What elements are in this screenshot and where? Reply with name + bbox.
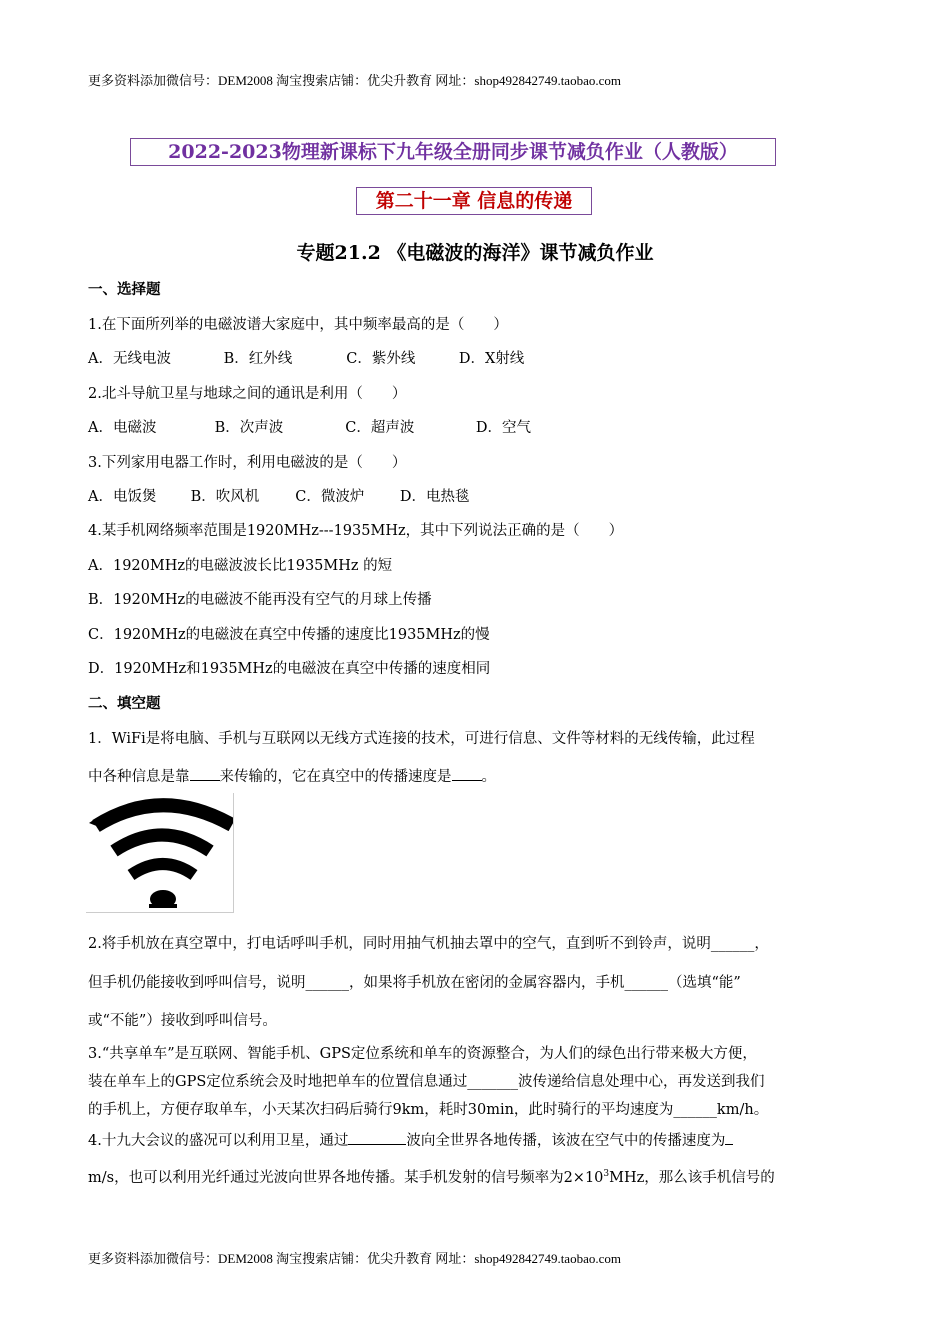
f2-line2: 但手机仍能接收到呼叫信号，说明______，如果将手机放在密闭的金属容器内，手机______（选填“能”: [88, 975, 741, 991]
topic-title: 专题21.2 《电磁波的海洋》课节减负作业: [296, 242, 654, 264]
f1-blank-1[interactable]: [190, 766, 220, 782]
f4-blank-1[interactable]: [348, 1130, 406, 1146]
q2-options: [88, 416, 531, 437]
f1-blank-2[interactable]: [452, 766, 482, 782]
q4-option-c: C．1920MHz的电磁波在真空中传播的速度比1935MHz的慢: [88, 627, 490, 643]
q2-option-b: B．次声波: [214, 420, 284, 436]
q1-option-a: A．无线电波: [88, 351, 171, 367]
q3-option-c: C．微波炉: [295, 489, 365, 505]
q3-stem: 3.下列家用电器工作时，利用电磁波的是（ ）: [88, 455, 407, 471]
q4-stem: 4.某手机网络频率范围是1920MHz---1935MHz，其中下列说法正确的是（ ）: [88, 523, 624, 539]
f2-line1: 2.将手机放在真空罩中，打电话呼叫手机，同时用抽气机抽去罩中的空气，直到听不到铃声，说明______，: [88, 936, 769, 952]
q1-options: [88, 347, 524, 368]
q3-option-d: D．电热毯: [399, 489, 470, 505]
page-footer: 更多资料添加微信号：DEM2008 淘宝搜索店铺：优尖升教育 网址：shop492842749.taobao.com: [88, 1251, 621, 1266]
q3-options: [88, 485, 469, 506]
q1-option-d: D．X射线: [458, 351, 525, 367]
chapter-title: 第二十一章 信息的传递: [356, 187, 592, 215]
f4-line2: [88, 1166, 775, 1187]
q3-option-a: A．电饭煲: [88, 489, 157, 505]
q3-option-b: B．吹风机: [190, 489, 260, 505]
f3-line3: 的手机上，方便存取单车，小天某次扫码后骑行9km，耗时30min，此时骑行的平均速度为______km/h。: [88, 1102, 769, 1118]
section-fill: 二、填空题: [88, 696, 161, 712]
f3-line1: 3.“共享单车”是互联网、智能手机、GPS定位系统和单车的资源整合，为人们的绿色出行带来极大方便，: [88, 1046, 757, 1062]
wifi-icon: [86, 793, 233, 912]
f1-line1: 1．WiFi是将电脑、手机与互联网以无线方式连接的技术，可进行信息、文件等材料的无线传输，此过程: [88, 731, 755, 747]
f4-text-d: MHz，那么该手机信号的: [609, 1170, 775, 1186]
q1-option-b: B．红外线: [223, 351, 293, 367]
f4-blank-2[interactable]: [725, 1130, 733, 1146]
f4-text-b: 波向全世界各地传播，该波在空气中的传播速度为: [406, 1133, 726, 1149]
q1-option-c: C．紫外线: [346, 351, 416, 367]
q1-stem: 1.在下面所列举的电磁波谱大家庭中，其中频率最高的是（ ）: [88, 317, 508, 333]
f4-text-c: m/s，也可以利用光纤通过光波向世界各地传播。某手机发射的信号频率为2×10: [88, 1170, 604, 1186]
f1-line2: [88, 765, 496, 786]
f3-line2: 装在单车上的GPS定位系统会及时地把单车的位置信息通过_______波传递给信息处理中心，再发送到我们: [88, 1074, 765, 1090]
f1-text-c: 。: [481, 769, 496, 785]
q2-option-d: D．空气: [475, 420, 531, 436]
f4-exponent: 3: [603, 1169, 610, 1180]
q4-option-d: D．1920MHz和1935MHz的电磁波在真空中传播的速度相同: [88, 661, 491, 677]
f4-text-a: 4.十九大会议的盛况可以利用卫星，通过: [88, 1133, 349, 1149]
section-choice: 一、选择题: [88, 282, 161, 298]
f4-line1: [88, 1129, 733, 1150]
f1-text-b: 来传输的，它在真空中的传播速度是: [219, 769, 452, 785]
q2-option-a: A．电磁波: [88, 420, 157, 436]
q2-option-c: C．超声波: [345, 420, 415, 436]
f1-text-a: 中各种信息是靠: [88, 769, 190, 785]
book-title: 2022-2023物理新课标下九年级全册同步课节减负作业（人教版）: [130, 138, 776, 166]
wifi-image: [86, 793, 234, 913]
q4-option-a: A．1920MHz的电磁波波长比1935MHz 的短: [88, 558, 393, 574]
page-header: 更多资料添加微信号：DEM2008 淘宝搜索店铺：优尖升教育 网址：shop492842749.taobao.com: [88, 73, 621, 88]
q2-stem: 2.北斗导航卫星与地球之间的通讯是利用（ ）: [88, 386, 407, 402]
f2-line3: 或“不能”）接收到呼叫信号。: [88, 1013, 277, 1029]
q4-option-b: B．1920MHz的电磁波不能再没有空气的月球上传播: [88, 592, 432, 608]
